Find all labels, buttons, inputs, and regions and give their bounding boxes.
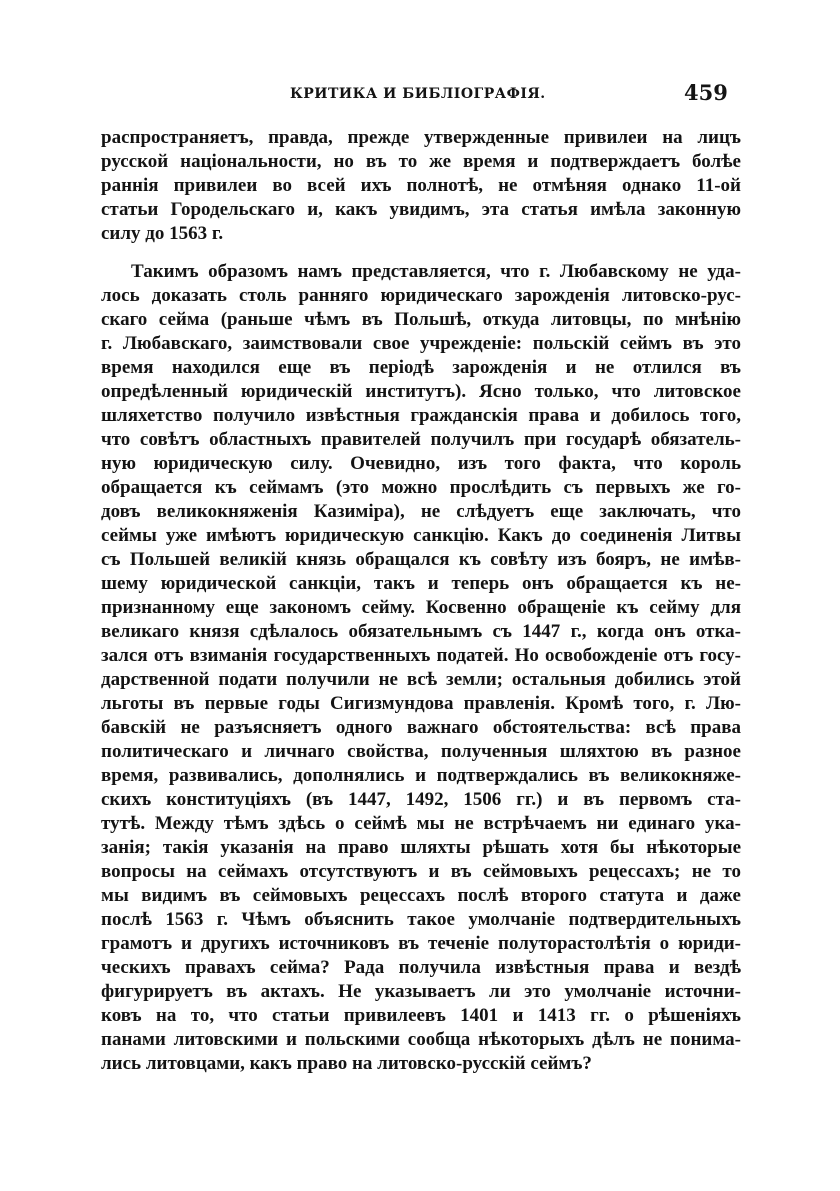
text-line: дарственной подати получили не всѣ земли; остальныя добились этой [101,669,741,690]
text-line: распространяетъ, правда, прежде утвержденные привилеи на лицъ [101,127,741,148]
text-line: лись литовцами, какъ право на литовско-русскій сеймъ? [101,1053,592,1074]
text-line: довъ великокняженія Казиміра), не слѣдуетъ еще заключать, что [101,501,741,522]
text-line: шляхетство получило извѣстныя гражданскія права и добилось того, [101,405,741,426]
text-line: фигурируетъ въ актахъ. Не указываетъ ли это умолчаніе источни- [101,981,741,1002]
text-line: послѣ 1563 г. Чѣмъ объяснить такое умолчаніе подтвердительныхъ [101,909,741,930]
text-line: Такимъ образомъ намъ представляется, что г. Любавскому не уда- [131,261,741,282]
text-line: сеймы уже имѣютъ юридическую санкцію. Какъ до соединенія Литвы [101,525,741,546]
text-line: мы видимъ въ сеймовыхъ рецессахъ послѣ второго статута и даже [101,885,741,906]
running-title: КРИТИКА И БИБЛІОГРАФІЯ. [290,86,546,102]
text-line: время находился еще въ періодѣ зарожденія и не отлился въ [101,357,741,378]
text-line: шему юридической санкціи, такъ и теперь онъ обращается къ не- [101,573,741,594]
text-line: лось доказать столь ранняго юридическаго зарожденія литовско-рус- [101,285,741,306]
text-line: вопросы на сеймахъ отсутствуютъ и въ сеймовыхъ рецессахъ; не то [101,861,741,882]
text-line: статьи Городельскаго и, какъ увидимъ, эта статья имѣла законную [101,199,741,220]
text-line: ную юридическую силу. Очевидно, изъ того факта, что король [101,453,741,474]
text-line: политическаго и личнаго свойства, полученныя шляхтою въ разное [101,741,741,762]
text-line: грамотъ и другихъ источниковъ въ теченіе полуторастолѣтія о юриди- [101,933,741,954]
text-line: опредѣленный юридическій институтъ). Ясно только, что литовское [101,381,741,402]
text-line: скаго сейма (раньше чѣмъ въ Польшѣ, откуда литовцы, по мнѣнію [101,309,741,330]
text-line: что совѣтъ областныхъ правителей получилъ при государѣ обязатель- [101,429,741,450]
text-line: время, развивались, дополнялись и подтверждались въ великокняже- [101,765,741,786]
text-line: великаго князя сдѣлалось обязательнымъ съ 1447 г., когда онъ отка- [101,621,741,642]
text-line: ковъ на то, что статьи привилеевъ 1401 и 1413 гг. о рѣшеніяхъ [101,1005,741,1026]
text-line: русской національности, но въ то же время и подтверждаетъ болѣе [101,151,741,172]
page-number: 459 [684,80,728,105]
text-line: ческихъ правахъ сейма? Рада получила извѣстныя права и вездѣ [101,957,741,978]
text-line: зался отъ взиманія государственныхъ податей. Но освобожденіе отъ госу- [101,645,741,666]
text-line: обращается къ сеймамъ (это можно прослѣдить съ первыхъ же го- [101,477,741,498]
text-line: съ Польшей великій князь обращался къ совѣту изъ бояръ, не имѣв- [101,549,741,570]
text-line: бавскій не разъясняетъ одного важнаго обстоятельства: всѣ права [101,717,741,738]
text-line: панами литовскими и польскими сообща нѣкоторыхъ дѣлъ не понима- [101,1029,741,1050]
text-line: раннія привилеи во всей ихъ полнотѣ, не отмѣняя однако 11-ой [101,175,741,196]
text-line: г. Любавскаго, заимствовали свое учрежденіе: польскій сеймъ въ это [101,333,741,354]
text-line: признанному еще закономъ сейму. Косвенно обращеніе къ сейму для [101,597,741,618]
text-line: тутѣ. Между тѣмъ здѣсь о сеймѣ мы не встрѣчаемъ ни единаго ука- [101,813,741,834]
text-line: силу до 1563 г. [101,223,224,244]
text-line: льготы въ первые годы Сигизмундова правленія. Кромѣ того, г. Лю- [101,693,741,714]
text-line: занія; такія указанія на право шляхты рѣшать хотя бы нѣкоторые [101,837,741,858]
text-line: скихъ конституціяхъ (въ 1447, 1492, 1506 гг.) и въ первомъ ста- [101,789,741,810]
